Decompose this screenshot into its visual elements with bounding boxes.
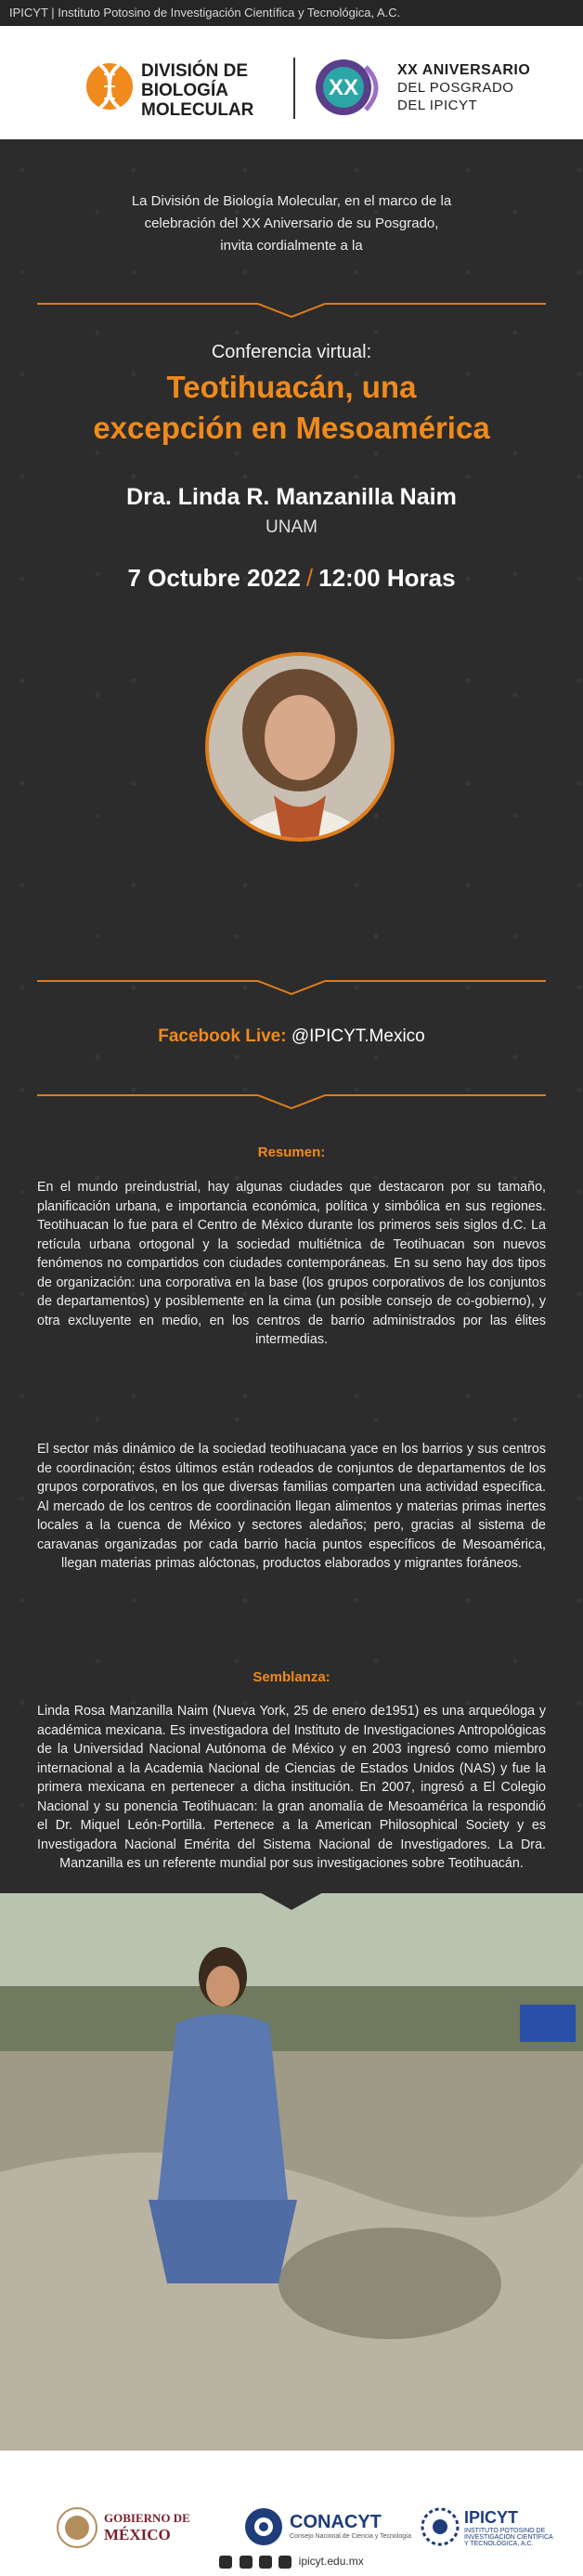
youtube-icon[interactable] bbox=[279, 2556, 292, 2569]
mexico-seal-icon bbox=[56, 2506, 98, 2549]
chevron-divider bbox=[258, 1083, 325, 1111]
header bbox=[0, 26, 583, 139]
facebook-handle-link[interactable]: @IPICYT.Mexico bbox=[291, 1026, 425, 1046]
facebook-live-label: Facebook Live: bbox=[158, 1026, 287, 1046]
top-bar: IPICYT | Instituto Potosino de Investigación Científica y Tecnológica, A.C. bbox=[0, 0, 583, 26]
excavation-photo bbox=[0, 1893, 583, 2451]
ipicyt-logo-text: IPICYT INSTITUTO POTOSINO DE INVESTIGACIÓN CIENTÍFICA Y TECNOLÓGICA, A.C. bbox=[464, 2508, 553, 2547]
semblanza-title: Semblanza: bbox=[253, 1669, 330, 1685]
svg-text:XX: XX bbox=[328, 75, 359, 100]
resumen-paragraph-1: En el mundo preindustrial, hay algunas ciudades que destacaron por su tamaño, planificación urbana, e importancia económica, política y simbólica en sus regiones. Teotihuacan lo fue para el Centro de México durante los primeros seis siglos d.C. La retícula urbana ortogonal y la sociedad multiétnica de Teotihuacan son nuevos fenómenos no compartidos con ciudades contemporáneas. En su seno hay dos tipos de organización: una corporativa en la base (los grupos corporativos de los conjuntos de departamentos) y posiblemente en la cima (un posible consejo de co-gobierno), y otra excluyente en medio, en los centros de barrio administrados por las élites intermedias. bbox=[37, 1180, 546, 1347]
conacyt-icon bbox=[243, 2506, 284, 2547]
divider-line bbox=[325, 1094, 546, 1096]
footer bbox=[0, 2451, 583, 2576]
resumen-paragraph-2: El sector más dinámico de la sociedad teotihuacana yace en los barrios y sus centros de coordinación; éstos últimos están rodeados de conjuntos de departamentos de los grupos corporativos, en los que diversas familias comparten una actividad específica. Al mercado de los centros de coordinación llegan alimentos y materias primas inertes locales a la cuenca de México y sectores aledaños; pero, gracias al sistema de caravanas organizadas por cada barrio hacia puntos específicos de Mesoamérica, llegan materias primas alóctonas, productos elaborados y migrantes foráneos. bbox=[37, 1442, 546, 1571]
facebook-icon[interactable] bbox=[219, 2556, 232, 2569]
event-datetime bbox=[0, 564, 583, 593]
xx-anniversary-icon bbox=[306, 54, 390, 121]
divider-line bbox=[325, 980, 546, 982]
divider-line bbox=[325, 303, 546, 305]
conacyt-logo-text: CONACYT Consejo Nacional de Ciencia y Tecnología bbox=[290, 2512, 412, 2540]
event-label: Conferencia virtual: bbox=[211, 342, 372, 362]
date-separator: / bbox=[305, 564, 314, 592]
event-time: 12:00 Horas bbox=[318, 564, 456, 592]
semblanza-paragraph: Linda Rosa Manzanilla Naim (Nueva York, 25 de enero de1951) es una arqueóloga y académica mexicana. Es investigadora del Instituto de Investigaciones Antropológicas de la Universidad Nacional Autónoma de México y en 2003 ingresó como miembro internacional a la Academia Nacional de Ciencias de Estados Unidos (NAS) y fue la primera mexicana en pertenecer a dicha institución. En 2007, ingresó a El Colegio Nacional y su ponencia Teotihuacan: la gran anomalía de Mesoamérica la respondió el Dr. Miquel León-Portilla. Pertenece a la American Philosophical Society y es Investigadora Nacional Emérita del Sistema Nacional de Investigadores. La Dra. Manzanilla es un referente mundial por sus investigaciones sobre Teotihuacán. bbox=[37, 1704, 546, 1871]
divider-line bbox=[37, 1094, 258, 1096]
anniversary-text: XX ANIVERSARIO DEL POSGRADO DEL IPICYT bbox=[397, 62, 531, 113]
ipicyt-icon bbox=[420, 2506, 460, 2547]
division-title: DIVISIÓN DE BIOLOGÍA MOLECULAR bbox=[141, 61, 254, 120]
divider-line bbox=[37, 303, 258, 305]
event-title: Teotihuacán, una excepción en Mesoamérica bbox=[93, 370, 490, 445]
speaker-portrait bbox=[205, 652, 395, 842]
header-divider bbox=[293, 58, 295, 119]
website-link[interactable]: ipicyt.edu.mx bbox=[298, 2555, 364, 2568]
gobierno-de-mexico-logo-text: GOBIERNO DE MÉXICO bbox=[104, 2511, 190, 2543]
instagram-icon[interactable] bbox=[259, 2556, 272, 2569]
facebook-live[interactable] bbox=[0, 1026, 583, 1047]
speaker-institution: UNAM bbox=[266, 517, 317, 537]
resumen-title: Resumen: bbox=[257, 1144, 326, 1160]
intro-text: La División de Biología Molecular, en el marco de la celebración del XX Aniversario de su Posgrado, invita cordialmente a la bbox=[131, 193, 452, 254]
chevron-divider bbox=[258, 292, 325, 320]
dna-icon bbox=[85, 54, 134, 119]
event-date: 7 Octubre 2022 bbox=[127, 564, 301, 592]
twitter-icon[interactable] bbox=[240, 2556, 253, 2569]
social-links bbox=[0, 2555, 583, 2569]
chevron-divider bbox=[258, 969, 325, 997]
speaker-name: Dra. Linda R. Manzanilla Naim bbox=[126, 484, 457, 510]
divider-line bbox=[37, 980, 258, 982]
chevron-notch bbox=[258, 1893, 325, 1912]
